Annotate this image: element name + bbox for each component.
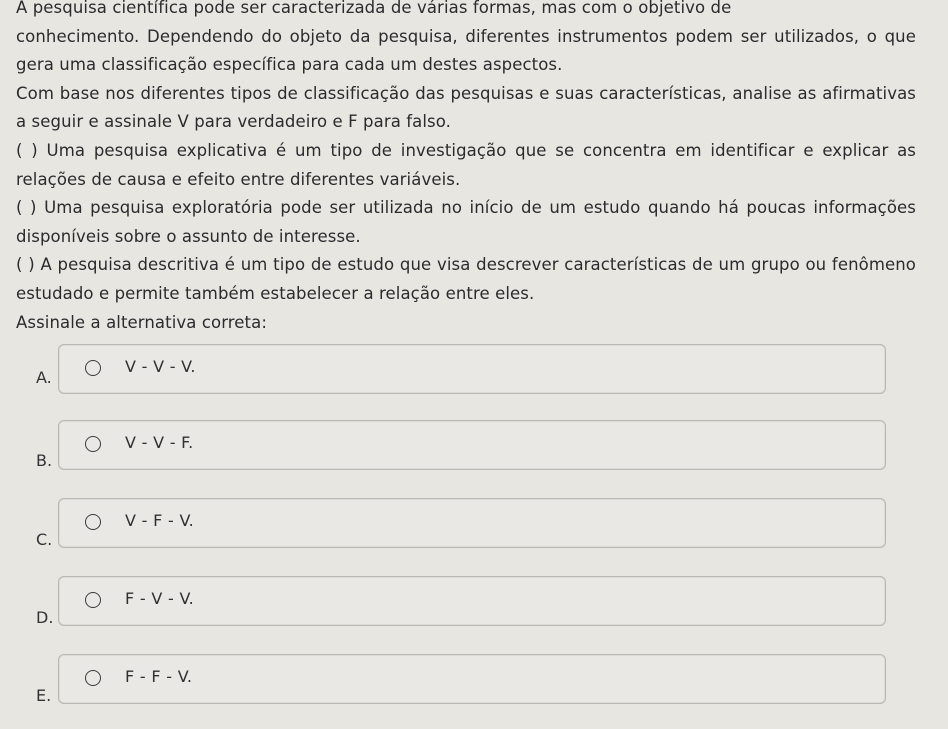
option-b-letter: B. xyxy=(36,451,53,470)
statement-3: ( ) A pesquisa descritiva é um tipo de estudo que visa descrever características de um grupo ou fenômeno xyxy=(16,255,916,275)
radio-circle-icon[interactable] xyxy=(85,360,101,376)
option-c-box[interactable] xyxy=(58,498,886,548)
radio-circle-icon[interactable] xyxy=(85,436,101,452)
statement-2: ( ) Uma pesquisa exploratória pode ser utilizada no início de um estudo quando há poucas informações xyxy=(16,198,916,218)
option-d-box[interactable] xyxy=(58,576,886,626)
radio-circle-icon[interactable] xyxy=(85,514,101,530)
option-e-letter: E. xyxy=(36,686,52,705)
option-c-letter: C. xyxy=(36,530,53,549)
option-c-text: V - F - V. xyxy=(125,511,195,530)
statement-3-continued: estudado e permite também estabelecer a relação entre eles. xyxy=(16,283,535,303)
radio-circle-icon[interactable] xyxy=(85,670,101,686)
option-a-box[interactable] xyxy=(58,344,886,394)
option-d[interactable] xyxy=(0,570,948,636)
option-a[interactable] xyxy=(0,336,948,402)
statement-1-continued: relações de causa e efeito entre diferentes variáveis. xyxy=(16,169,461,189)
option-a-letter: A. xyxy=(36,368,52,387)
radio-circle-icon[interactable] xyxy=(85,592,101,608)
statement-2-continued: disponíveis sobre o assunto de interesse. xyxy=(16,226,361,246)
option-b-box[interactable] xyxy=(58,420,886,470)
option-e[interactable] xyxy=(0,648,948,714)
instruction-text: Assinale a alternativa correta: xyxy=(16,312,267,332)
question-line: Com base nos diferentes tipos de classificação das pesquisas e suas características, analise as afirmativas xyxy=(16,83,916,103)
question-line: conhecimento. Dependendo do objeto da pesquisa, diferentes instrumentos podem ser utilizados, o que xyxy=(16,26,916,46)
question-line: gera uma classificação específica para cada um destes aspectos. xyxy=(16,55,563,75)
question-line: A pesquisa científica pode ser caracterizada de várias formas, mas com o objetivo de xyxy=(16,0,732,17)
option-d-letter: D. xyxy=(36,608,54,627)
option-e-text: F - F - V. xyxy=(125,667,193,686)
option-c[interactable] xyxy=(0,492,948,558)
option-d-text: F - V - V. xyxy=(125,589,195,608)
option-a-text: V - V - V. xyxy=(125,357,196,376)
option-b[interactable] xyxy=(0,414,948,480)
statement-1: ( ) Uma pesquisa explicativa é um tipo de investigação que se concentra em identificar e explicar as xyxy=(16,140,916,160)
option-b-text: V - V - F. xyxy=(125,433,194,452)
question-line: a seguir e assinale V para verdadeiro e F para falso. xyxy=(16,112,452,132)
option-e-box[interactable] xyxy=(58,654,886,704)
